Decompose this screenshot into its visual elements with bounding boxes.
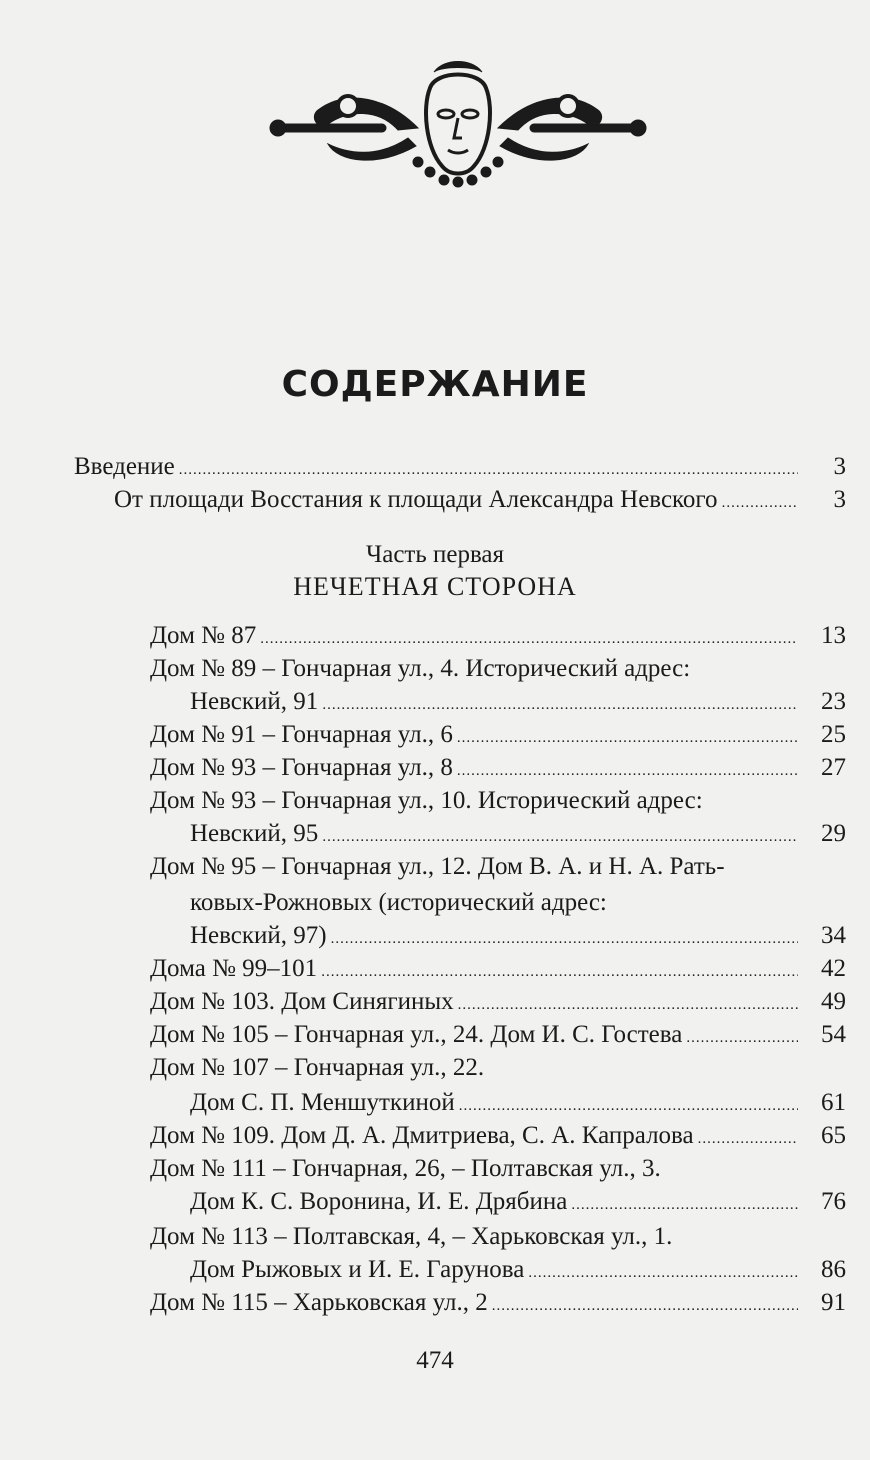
toc-entry[interactable] [150,1018,846,1051]
toc-page-number: 61 [821,1089,846,1116]
toc-entry-title: Дом К. С. Воронина, И. Е. Дрябина [190,1188,568,1215]
toc-entry-line[interactable]: Дом № 93 – Гончарная ул., 10. Исторический адрес: [150,787,703,814]
toc-entry[interactable] [190,1086,846,1119]
toc-entry-title: Дома № 99–101 [150,955,318,982]
leader-dots [571,1189,798,1222]
page-title: СОДЕРЖАНИЕ [281,364,589,405]
toc-entry-subintro[interactable] [114,483,846,516]
toc-entry-title: Дом № 93 – Гончарная ул., 8 [150,754,453,781]
leader-dots [698,1123,798,1156]
toc-page-number: 42 [821,955,846,982]
toc-entry-title: Невский, 97) [190,922,327,949]
toc-entry-title: Дом № 105 – Гончарная ул., 24. Дом И. С. Гостева [150,1021,683,1048]
toc-entry-title: Дом С. П. Меншуткиной [190,1089,455,1116]
toc-entry[interactable] [150,952,846,985]
toc-entry[interactable] [190,1253,846,1286]
toc-page-number: 76 [821,1188,846,1215]
toc-entry[interactable] [150,718,846,751]
toc-page-number: 29 [821,820,846,847]
toc-page-number: 86 [821,1256,846,1283]
toc-entry-line[interactable]: Дом № 111 – Гончарная, 26, – Полтавская ул., 3. [150,1155,661,1182]
toc-entry-title: Дом № 115 – Харьковская ул., 2 [150,1289,488,1316]
toc-page-number: 49 [821,988,846,1015]
toc-page-number: 34 [821,922,846,949]
toc-entry[interactable] [150,751,846,784]
leader-dots [722,487,798,520]
toc-page-number: 13 [821,622,846,649]
toc-entry-title: Невский, 91 [190,688,319,715]
toc-entry-title: Дом № 103. Дом Синягиных [150,988,454,1015]
part-label: Часть первая [365,541,505,568]
toc-entry-intro[interactable] [74,450,846,483]
toc-entry-line[interactable]: Дом № 107 – Гончарная ул., 22. [150,1054,485,1081]
toc-entry[interactable] [150,1119,846,1152]
toc-page-number: 65 [821,1122,846,1149]
toc-entry[interactable] [150,619,846,652]
toc-entry-title: Невский, 95 [190,820,319,847]
mask-ornament-icon [268,58,648,188]
toc-entry-title: От площади Восстания к площади Александра Невского [114,486,718,513]
toc-entry-title: Введение [74,453,175,480]
toc-page-number: 23 [821,688,846,715]
toc-entry[interactable] [190,1185,846,1218]
leader-dots [686,1022,798,1055]
toc-page-number: 54 [821,1021,846,1048]
toc-entry[interactable] [190,817,846,850]
toc-page-number: 3 [833,486,846,513]
toc-page-number: 91 [821,1289,846,1316]
toc-entry[interactable] [150,985,846,1018]
toc-entry-line[interactable]: Дом № 95 – Гончарная ул., 12. Дом В. А. и Н. А. Рать- [150,853,725,880]
toc-entry-line[interactable]: Дом № 89 – Гончарная ул., 4. Исторический адрес: [150,655,691,682]
toc-entry[interactable] [190,685,846,718]
toc-page-number: 3 [833,453,846,480]
toc-entry-title: Дом № 87 [150,622,257,649]
toc-entry-title: Дом № 91 – Гончарная ул., 6 [150,721,453,748]
part-title: НЕЧЕТНАЯ СТОРОНА [293,572,577,601]
toc-entry-title: Дом № 109. Дом Д. А. Дмитриева, С. А. Капралова [150,1122,694,1149]
page-number: 474 [416,1347,454,1374]
toc-entry[interactable] [190,919,846,952]
toc-entry-title: Дом Рыжовых и И. Е. Гарунова [190,1256,525,1283]
toc-page-number: 27 [821,754,846,781]
toc-entry-line[interactable]: Дом № 113 – Полтавская, 4, – Харьковская ул., 1. [150,1223,673,1250]
toc-page-number: 25 [821,721,846,748]
toc-entry-line[interactable]: ковых-Рожновых (исторический адрес: [190,889,607,916]
leader-dots [492,1290,798,1323]
toc-entry[interactable] [150,1286,846,1319]
